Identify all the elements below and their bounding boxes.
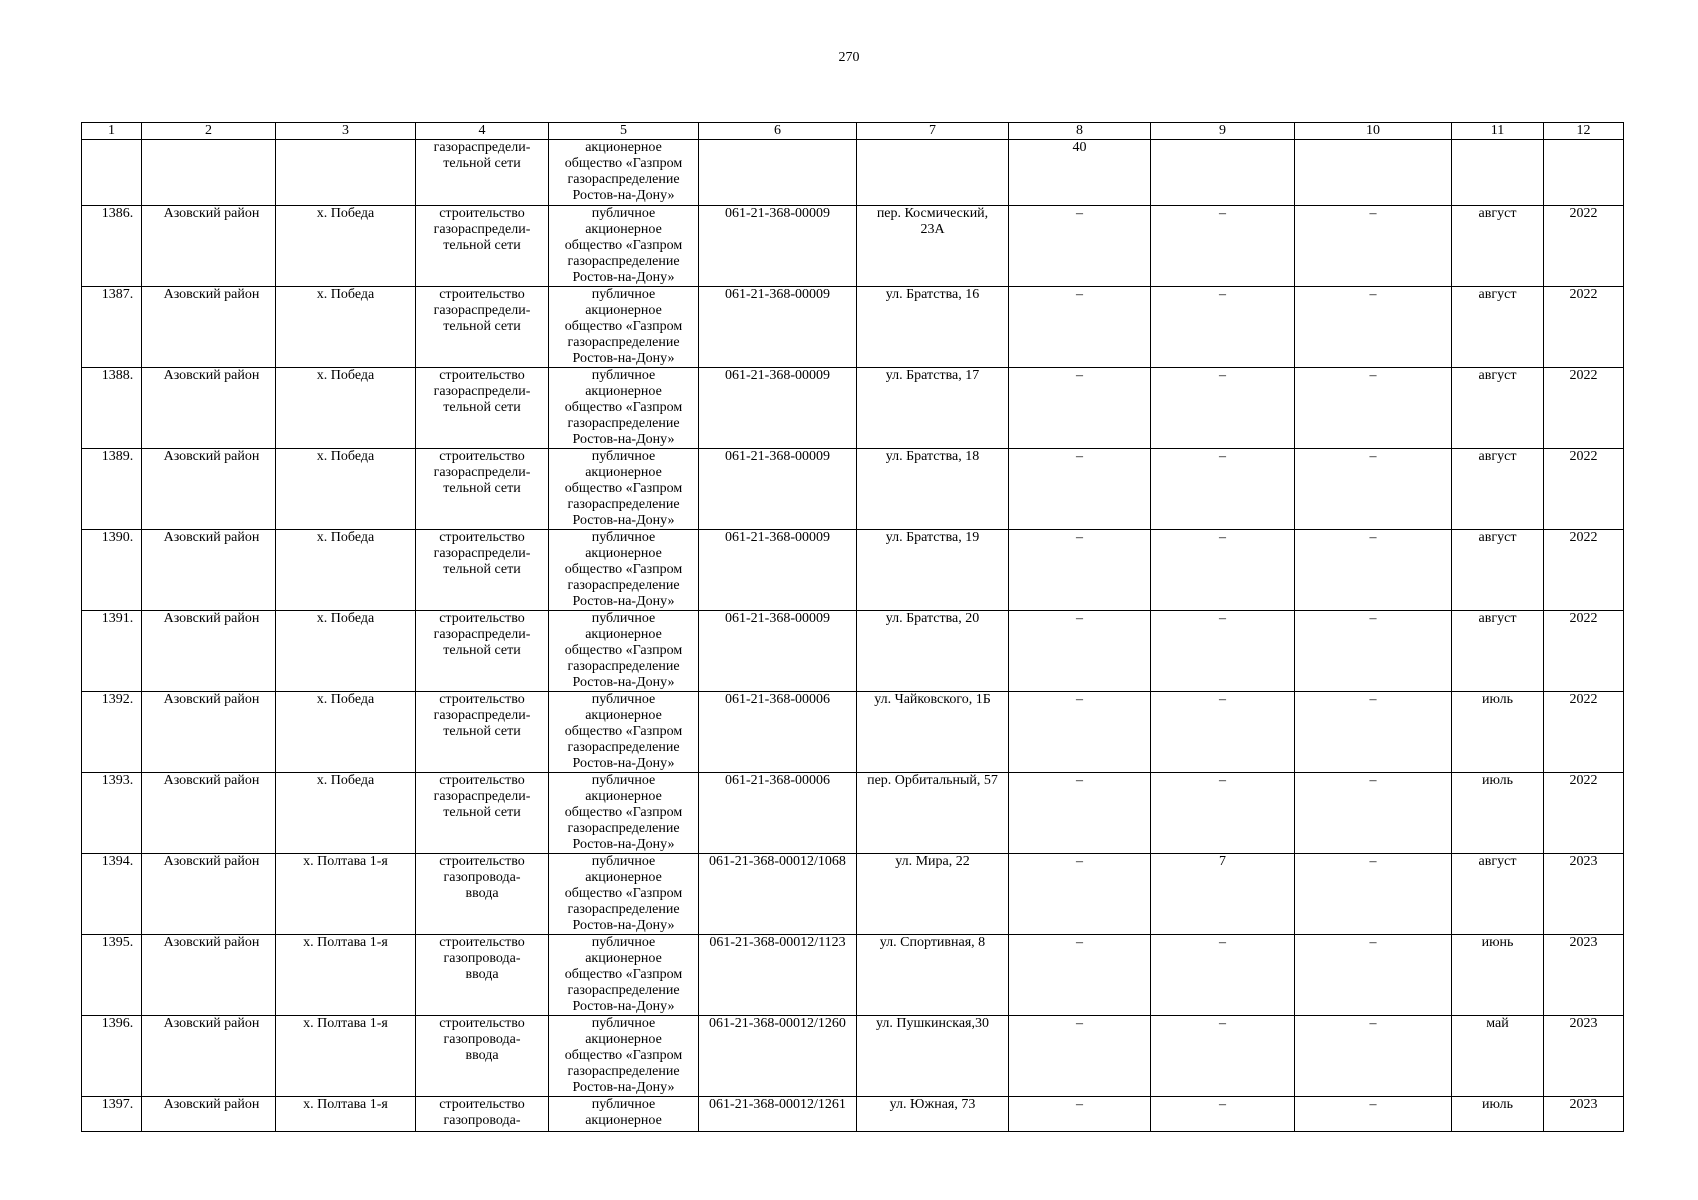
work-type-cell: строительство газопровода- ввода — [416, 854, 549, 935]
col8-cell: – — [1009, 530, 1151, 611]
row-number-cell: 1387. — [82, 287, 142, 368]
work-type-cell: газораспредели- тельной сети — [416, 140, 549, 206]
project-code-cell: 061-21-368-00012/1260 — [699, 1016, 857, 1097]
address-cell: ул. Южная, 73 — [857, 1097, 1009, 1132]
table-row — [82, 1097, 1624, 1132]
row-number-cell: 1391. — [82, 611, 142, 692]
project-code-cell: 061-21-368-00009 — [699, 368, 857, 449]
row-number-cell: 1393. — [82, 773, 142, 854]
col-header-8: 8 — [1009, 123, 1151, 140]
locality-cell: х. Победа — [276, 449, 416, 530]
project-code-cell: 061-21-368-00012/1261 — [699, 1097, 857, 1132]
locality-cell: х. Полтава 1-я — [276, 935, 416, 1016]
work-type-cell: строительство газопровода- ввода — [416, 1016, 549, 1097]
work-type-cell: строительство газораспредели- тельной сети — [416, 287, 549, 368]
table-row — [82, 773, 1624, 854]
organization-cell: публичное акционерное — [549, 1097, 699, 1132]
month-cell: июль — [1452, 773, 1544, 854]
organization-cell: акционерное общество «Газпром газораспределение Ростов-на-Дону» — [549, 140, 699, 206]
address-cell: ул. Спортивная, 8 — [857, 935, 1009, 1016]
work-type-cell: строительство газораспредели- тельной сети — [416, 530, 549, 611]
col-header-5: 5 — [549, 123, 699, 140]
empty-cell — [82, 140, 142, 206]
empty-cell — [699, 140, 857, 206]
locality-cell: х. Полтава 1-я — [276, 1097, 416, 1132]
address-cell: ул. Братства, 18 — [857, 449, 1009, 530]
organization-cell: публичное акционерное общество «Газпром газораспределение Ростов-на-Дону» — [549, 449, 699, 530]
col-header-10: 10 — [1295, 123, 1452, 140]
empty-cell — [142, 140, 276, 206]
col9-cell: – — [1151, 530, 1295, 611]
district-cell: Азовский район — [142, 1097, 276, 1132]
year-cell: 2022 — [1544, 368, 1624, 449]
district-cell: Азовский район — [142, 368, 276, 449]
year-cell: 2023 — [1544, 935, 1624, 1016]
col8-cell: – — [1009, 287, 1151, 368]
col8-cell: 40 — [1009, 140, 1151, 206]
year-cell: 2022 — [1544, 449, 1624, 530]
empty-cell — [276, 140, 416, 206]
work-type-cell: строительство газораспредели- тельной сети — [416, 611, 549, 692]
work-type-cell: строительство газопровода- ввода — [416, 935, 549, 1016]
empty-cell — [857, 140, 1009, 206]
table-row — [82, 206, 1624, 287]
address-cell: пер. Космический, 23А — [857, 206, 1009, 287]
col8-cell: – — [1009, 773, 1151, 854]
col10-cell: – — [1295, 287, 1452, 368]
organization-cell: публичное акционерное общество «Газпром газораспределение Ростов-на-Дону» — [549, 287, 699, 368]
col8-cell: – — [1009, 1016, 1151, 1097]
locality-cell: х. Полтава 1-я — [276, 1016, 416, 1097]
work-type-cell: строительство газораспредели- тельной сети — [416, 449, 549, 530]
table-row — [82, 854, 1624, 935]
col9-cell: – — [1151, 368, 1295, 449]
table-row — [82, 1016, 1624, 1097]
month-cell: август — [1452, 854, 1544, 935]
project-code-cell: 061-21-368-00009 — [699, 287, 857, 368]
col-header-7: 7 — [857, 123, 1009, 140]
year-cell: 2023 — [1544, 1097, 1624, 1132]
address-cell: ул. Братства, 16 — [857, 287, 1009, 368]
district-cell: Азовский район — [142, 206, 276, 287]
row-number-cell: 1396. — [82, 1016, 142, 1097]
col9-cell: – — [1151, 206, 1295, 287]
continuation-row — [82, 140, 1624, 206]
month-cell: июнь — [1452, 935, 1544, 1016]
table-row — [82, 287, 1624, 368]
row-number-cell: 1392. — [82, 692, 142, 773]
locality-cell: х. Победа — [276, 692, 416, 773]
district-cell: Азовский район — [142, 530, 276, 611]
col9-cell: – — [1151, 449, 1295, 530]
month-cell: май — [1452, 1016, 1544, 1097]
organization-cell: публичное акционерное общество «Газпром газораспределение Ростов-на-Дону» — [549, 530, 699, 611]
table-row — [82, 935, 1624, 1016]
work-type-cell: строительство газопровода- — [416, 1097, 549, 1132]
table-body — [82, 123, 1624, 1132]
col8-cell: – — [1009, 368, 1151, 449]
work-type-cell: строительство газораспредели- тельной сети — [416, 368, 549, 449]
project-code-cell: 061-21-368-00006 — [699, 773, 857, 854]
month-cell: июль — [1452, 692, 1544, 773]
col-header-4: 4 — [416, 123, 549, 140]
col-header-9: 9 — [1151, 123, 1295, 140]
col10-cell: – — [1295, 773, 1452, 854]
project-code-cell: 061-21-368-00012/1068 — [699, 854, 857, 935]
locality-cell: х. Победа — [276, 773, 416, 854]
district-cell: Азовский район — [142, 935, 276, 1016]
col-header-6: 6 — [699, 123, 857, 140]
locality-cell: х. Победа — [276, 287, 416, 368]
district-cell: Азовский район — [142, 287, 276, 368]
col10-cell: – — [1295, 1016, 1452, 1097]
data-table — [81, 122, 1624, 1132]
organization-cell: публичное акционерное общество «Газпром газораспределение Ростов-на-Дону» — [549, 854, 699, 935]
locality-cell: х. Победа — [276, 530, 416, 611]
col-header-1: 1 — [82, 123, 142, 140]
district-cell: Азовский район — [142, 773, 276, 854]
table-row — [82, 368, 1624, 449]
table-row — [82, 449, 1624, 530]
address-cell: пер. Орбитальный, 57 — [857, 773, 1009, 854]
row-number-cell: 1397. — [82, 1097, 142, 1132]
year-cell: 2022 — [1544, 611, 1624, 692]
month-cell: август — [1452, 530, 1544, 611]
page-number: 270 — [838, 50, 860, 65]
col10-cell: – — [1295, 935, 1452, 1016]
work-type-cell: строительство газораспредели- тельной сети — [416, 773, 549, 854]
col8-cell: – — [1009, 449, 1151, 530]
address-cell: ул. Братства, 19 — [857, 530, 1009, 611]
project-code-cell: 061-21-368-00009 — [699, 449, 857, 530]
year-cell: 2022 — [1544, 206, 1624, 287]
locality-cell: х. Победа — [276, 368, 416, 449]
col9-cell: – — [1151, 773, 1295, 854]
col9-cell: – — [1151, 1016, 1295, 1097]
row-number-cell: 1388. — [82, 368, 142, 449]
organization-cell: публичное акционерное общество «Газпром газораспределение Ростов-на-Дону» — [549, 692, 699, 773]
project-code-cell: 061-21-368-00012/1123 — [699, 935, 857, 1016]
organization-cell: публичное акционерное общество «Газпром газораспределение Ростов-на-Дону» — [549, 368, 699, 449]
address-cell: ул. Чайковского, 1Б — [857, 692, 1009, 773]
month-cell: август — [1452, 287, 1544, 368]
col-header-11: 11 — [1452, 123, 1544, 140]
col8-cell: – — [1009, 206, 1151, 287]
col10-cell: – — [1295, 368, 1452, 449]
district-cell: Азовский район — [142, 854, 276, 935]
col-header-12: 12 — [1544, 123, 1624, 140]
month-cell: август — [1452, 206, 1544, 287]
year-cell: 2022 — [1544, 530, 1624, 611]
row-number-cell: 1386. — [82, 206, 142, 287]
month-cell: август — [1452, 449, 1544, 530]
col10-cell: – — [1295, 1097, 1452, 1132]
project-code-cell: 061-21-368-00009 — [699, 611, 857, 692]
locality-cell: х. Победа — [276, 611, 416, 692]
col-header-3: 3 — [276, 123, 416, 140]
project-code-cell: 061-21-368-00009 — [699, 206, 857, 287]
empty-cell — [1544, 140, 1624, 206]
col9-cell: – — [1151, 1097, 1295, 1132]
table-row — [82, 530, 1624, 611]
row-number-cell: 1389. — [82, 449, 142, 530]
row-number-cell: 1394. — [82, 854, 142, 935]
organization-cell: публичное акционерное общество «Газпром газораспределение Ростов-на-Дону» — [549, 611, 699, 692]
organization-cell: публичное акционерное общество «Газпром газораспределение Ростов-на-Дону» — [549, 1016, 699, 1097]
col8-cell: – — [1009, 611, 1151, 692]
header-row — [82, 123, 1624, 140]
empty-cell — [1151, 140, 1295, 206]
col10-cell: – — [1295, 692, 1452, 773]
col8-cell: – — [1009, 1097, 1151, 1132]
table-row — [82, 611, 1624, 692]
col8-cell: – — [1009, 935, 1151, 1016]
row-number-cell: 1390. — [82, 530, 142, 611]
project-code-cell: 061-21-368-00006 — [699, 692, 857, 773]
address-cell: ул. Мира, 22 — [857, 854, 1009, 935]
organization-cell: публичное акционерное общество «Газпром газораспределение Ростов-на-Дону» — [549, 206, 699, 287]
district-cell: Азовский район — [142, 611, 276, 692]
address-cell: ул. Братства, 20 — [857, 611, 1009, 692]
col8-cell: – — [1009, 854, 1151, 935]
month-cell: август — [1452, 368, 1544, 449]
col10-cell: – — [1295, 611, 1452, 692]
address-cell: ул. Братства, 17 — [857, 368, 1009, 449]
address-cell: ул. Пушкинская,30 — [857, 1016, 1009, 1097]
col9-cell: – — [1151, 935, 1295, 1016]
col9-cell: – — [1151, 611, 1295, 692]
col10-cell: – — [1295, 449, 1452, 530]
district-cell: Азовский район — [142, 1016, 276, 1097]
organization-cell: публичное акционерное общество «Газпром газораспределение Ростов-на-Дону» — [549, 773, 699, 854]
col9-cell: – — [1151, 287, 1295, 368]
empty-cell — [1295, 140, 1452, 206]
year-cell: 2022 — [1544, 773, 1624, 854]
row-number-cell: 1395. — [82, 935, 142, 1016]
col-header-2: 2 — [142, 123, 276, 140]
empty-cell — [1452, 140, 1544, 206]
year-cell: 2022 — [1544, 692, 1624, 773]
col9-cell: 7 — [1151, 854, 1295, 935]
col10-cell: – — [1295, 206, 1452, 287]
district-cell: Азовский район — [142, 449, 276, 530]
month-cell: июль — [1452, 1097, 1544, 1132]
col9-cell: – — [1151, 692, 1295, 773]
col10-cell: – — [1295, 530, 1452, 611]
organization-cell: публичное акционерное общество «Газпром газораспределение Ростов-на-Дону» — [549, 935, 699, 1016]
col10-cell: – — [1295, 854, 1452, 935]
project-code-cell: 061-21-368-00009 — [699, 530, 857, 611]
district-cell: Азовский район — [142, 692, 276, 773]
year-cell: 2023 — [1544, 1016, 1624, 1097]
col8-cell: – — [1009, 692, 1151, 773]
table-row — [82, 692, 1624, 773]
year-cell: 2023 — [1544, 854, 1624, 935]
year-cell: 2022 — [1544, 287, 1624, 368]
locality-cell: х. Победа — [276, 206, 416, 287]
work-type-cell: строительство газораспредели- тельной сети — [416, 692, 549, 773]
locality-cell: х. Полтава 1-я — [276, 854, 416, 935]
month-cell: август — [1452, 611, 1544, 692]
work-type-cell: строительство газораспредели- тельной сети — [416, 206, 549, 287]
